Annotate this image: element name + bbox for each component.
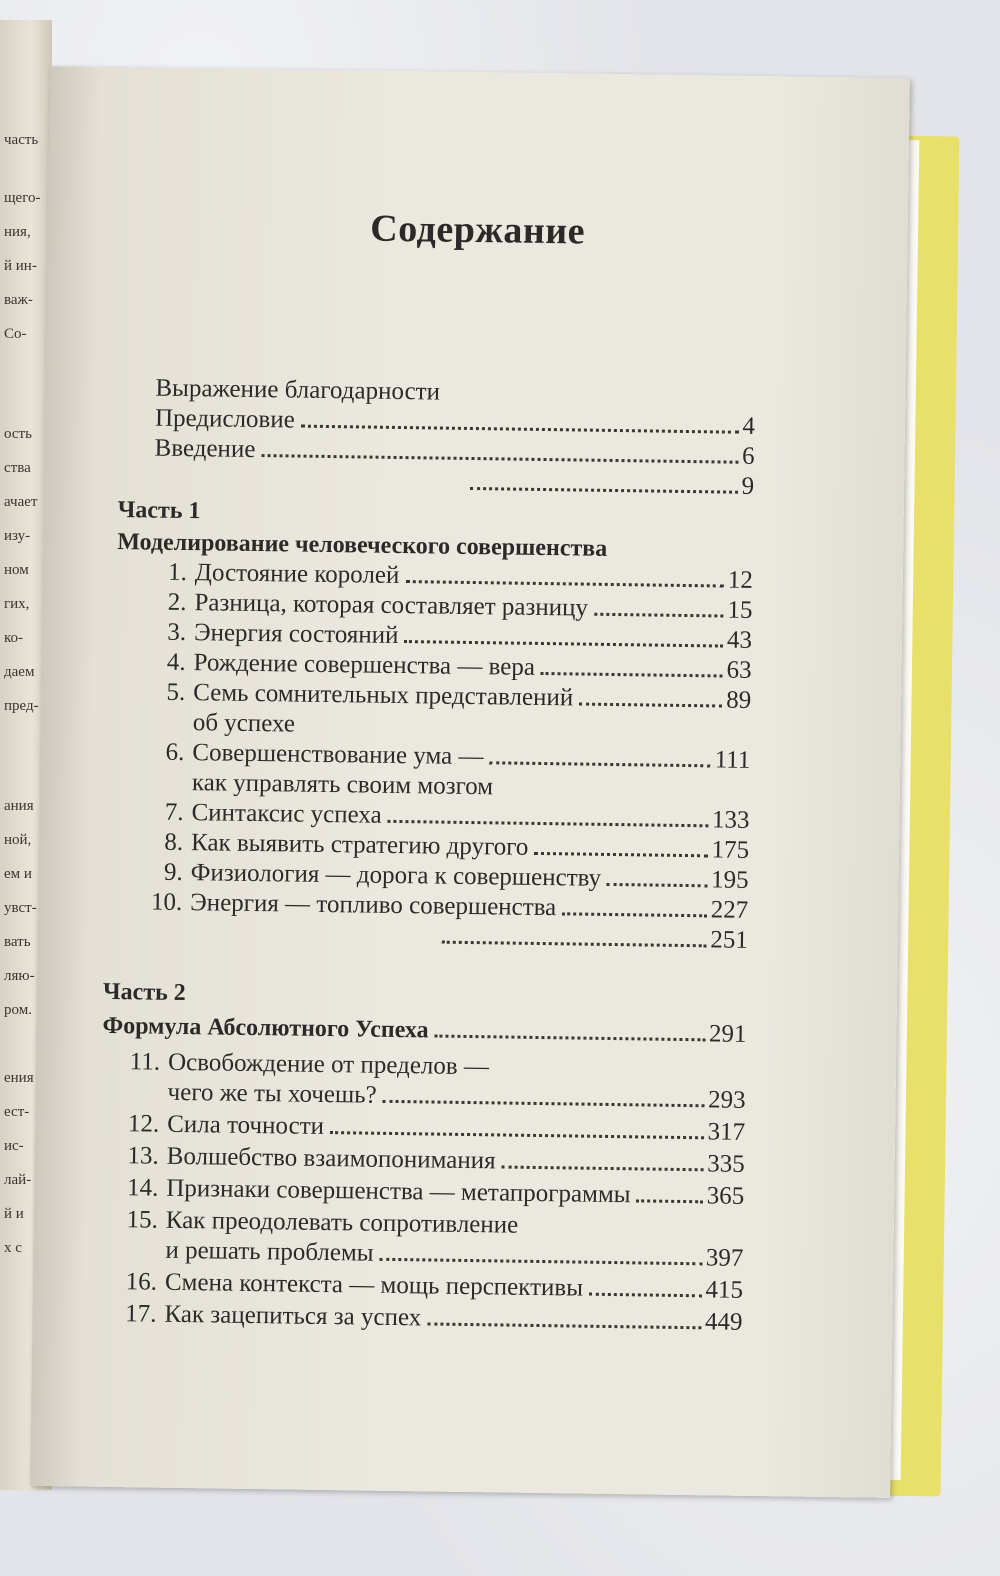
left-page-fragment: ко- — [4, 630, 24, 646]
chapter-title-continued: об успехе — [192, 709, 296, 738]
chapter-title: Синтаксис успеха — [191, 799, 382, 829]
dotted-leader — [502, 1165, 704, 1171]
toc-chapter-entry — [436, 922, 748, 956]
toc-page-number: 63 — [726, 656, 752, 684]
left-page-fragment: даем — [4, 664, 35, 680]
chapter-number: 7. — [164, 798, 184, 827]
chapter-number: 8. — [164, 828, 184, 856]
dotted-leader — [379, 1258, 701, 1266]
chapter-number: 5. — [166, 678, 186, 707]
chapter-number: 2. — [167, 588, 187, 617]
left-page-fragment: часть — [4, 132, 39, 148]
dotted-leader — [434, 1035, 704, 1042]
left-page-fragment: ния, — [4, 224, 31, 240]
part-2-title-entry — [102, 1011, 746, 1050]
toc-front-title: Выражение благодарности — [155, 374, 441, 406]
left-page-fragment: ис- — [4, 1138, 24, 1154]
left-page-fragment: ном — [4, 562, 29, 578]
toc-page-number: 335 — [707, 1150, 745, 1178]
left-page-fragment: щего- — [4, 190, 41, 206]
chapter-number: 9. — [163, 858, 183, 886]
chapter-number: 14. — [126, 1174, 159, 1202]
left-page-fragment: ляю- — [4, 968, 35, 984]
dotted-leader — [579, 703, 722, 708]
chapter-number: 11. — [129, 1048, 161, 1076]
chapter-title: Как зацепиться за успех — [164, 1300, 422, 1332]
dotted-leader — [594, 613, 723, 618]
chapter-title: Разница, которая составляет разницу — [194, 589, 589, 622]
chapter-number: 17. — [125, 1300, 157, 1328]
chapter-title: Достояние королей — [194, 559, 400, 589]
left-page-fragment: ость — [4, 426, 32, 442]
toc-page-number: 293 — [707, 1086, 746, 1114]
dotted-leader — [470, 487, 738, 494]
left-page-fragment: ной, — [4, 832, 32, 848]
left-page-fragment: изу- — [4, 528, 31, 544]
toc-front-title: Предисловие — [154, 404, 296, 434]
table-of-contents — [30, 66, 910, 1498]
chapter-number: 15. — [126, 1206, 159, 1234]
chapter-title: Энергия состояний — [193, 619, 399, 649]
chapter-title: Рождение совершенства — вера — [193, 649, 536, 681]
left-page-fragment: ром. — [4, 1002, 32, 1018]
left-page-fragment: ачает — [4, 494, 38, 510]
left-page-fragment: гих, — [4, 596, 30, 612]
page-title: Содержание — [370, 207, 586, 253]
chapter-title: Как преодолевать сопротивление — [165, 1206, 519, 1239]
chapter-title-continued: чего же ты хочешь? — [167, 1078, 377, 1109]
dotted-leader — [383, 1100, 704, 1107]
chapter-title: Волшебство взаимопонимания — [166, 1142, 496, 1175]
toc-page-number: 15 — [727, 596, 753, 624]
chapter-title: Сила точности — [167, 1110, 325, 1140]
toc-front-title: Введение — [154, 434, 256, 463]
toc-page-number: 175 — [711, 836, 750, 864]
chapter-title: Освобождение от пределов — — [167, 1048, 490, 1081]
part-2-title: Формула Абсолютного Успеха — [102, 1012, 429, 1044]
dotted-leader — [607, 883, 707, 887]
chapter-title: Признаки совершенства — метапрограммы — [166, 1174, 631, 1209]
dotted-leader — [427, 1322, 701, 1329]
chapter-title: Физиология — дорога к совершенству — [190, 859, 602, 892]
chapter-title-continued: как управлять своим мозгом — [191, 769, 494, 801]
toc-page-number: 6 — [741, 442, 755, 470]
toc-page-number: 291 — [708, 1020, 747, 1048]
chapter-number: 3. — [167, 618, 187, 647]
contents-page — [30, 66, 910, 1498]
chapter-number: 1. — [167, 558, 188, 587]
toc-page-number: 397 — [705, 1244, 744, 1272]
dotted-leader — [489, 761, 710, 767]
toc-page-number: 415 — [705, 1276, 744, 1304]
left-page-fragment: ения — [4, 1070, 34, 1086]
toc-front-entry — [464, 468, 754, 502]
left-page-fragment: ест- — [4, 1104, 30, 1120]
left-page-fragment: ства — [4, 460, 31, 476]
left-page-fragment: ем и — [4, 866, 32, 882]
chapter-title: Как выявить стратегию другого — [190, 829, 529, 861]
chapter-number: 16. — [125, 1268, 158, 1296]
toc-page-number: 317 — [707, 1118, 746, 1146]
left-page-fragment: пред- — [4, 698, 39, 714]
left-page-fragment: Со- — [4, 326, 27, 342]
left-page-fragment: й и — [4, 1206, 24, 1222]
toc-page-number: 12 — [727, 566, 754, 594]
left-page-fragment: вать — [4, 934, 31, 950]
chapter-number: 4. — [166, 648, 186, 677]
toc-chapter-entry — [112, 1299, 742, 1338]
toc-page-number: 43 — [726, 626, 753, 654]
dotted-leader — [404, 640, 723, 647]
toc-page-number: 227 — [710, 896, 749, 924]
dotted-leader — [301, 425, 739, 434]
dotted-leader — [388, 820, 708, 827]
left-page-fragment: й ин- — [4, 258, 37, 274]
part-1-title: Моделирование человеческого совершенства — [117, 529, 608, 562]
chapter-title: Совершенствование ума — — [192, 739, 484, 771]
dotted-leader — [589, 1293, 701, 1298]
chapter-number: 10. — [150, 888, 183, 916]
toc-page-number: 195 — [710, 866, 749, 894]
chapter-number: 12. — [127, 1110, 160, 1138]
dotted-leader — [405, 580, 724, 587]
chapter-number: 13. — [127, 1142, 159, 1170]
dotted-leader — [442, 941, 707, 948]
chapter-number: 6. — [165, 738, 185, 767]
toc-page-number: 251 — [710, 926, 749, 954]
chapter-title-continued: и решать проблемы — [165, 1236, 374, 1267]
left-page-fragment: увст- — [4, 900, 37, 916]
chapter-title: Энергия — топливо совершенства — [190, 889, 557, 922]
dotted-leader — [636, 1199, 702, 1203]
part-1-label: Часть 1 — [117, 497, 201, 525]
left-page-fragment: лай- — [4, 1172, 32, 1188]
toc-page-number: 111 — [714, 746, 751, 774]
chapter-title: Смена контекста — мощь перспективы — [164, 1268, 584, 1302]
toc-page-number: 9 — [741, 472, 755, 500]
toc-page-number: 449 — [704, 1308, 743, 1336]
dotted-leader — [562, 912, 707, 917]
dotted-leader — [534, 852, 707, 857]
left-page-fragment: х с — [4, 1240, 22, 1256]
left-page-fragment: ания — [4, 798, 34, 814]
dotted-leader — [541, 672, 723, 678]
toc-page-number: 365 — [706, 1182, 745, 1210]
left-page-fragment: важ- — [4, 292, 33, 308]
toc-page-number: 89 — [725, 686, 752, 714]
toc-page-number: 133 — [711, 806, 750, 834]
toc-page-number: 4 — [742, 412, 756, 440]
part-2-label: Часть 2 — [102, 978, 186, 1007]
dotted-leader — [330, 1131, 704, 1139]
dotted-leader — [261, 454, 738, 464]
chapter-title: Семь сомнительных представлений — [193, 679, 574, 712]
